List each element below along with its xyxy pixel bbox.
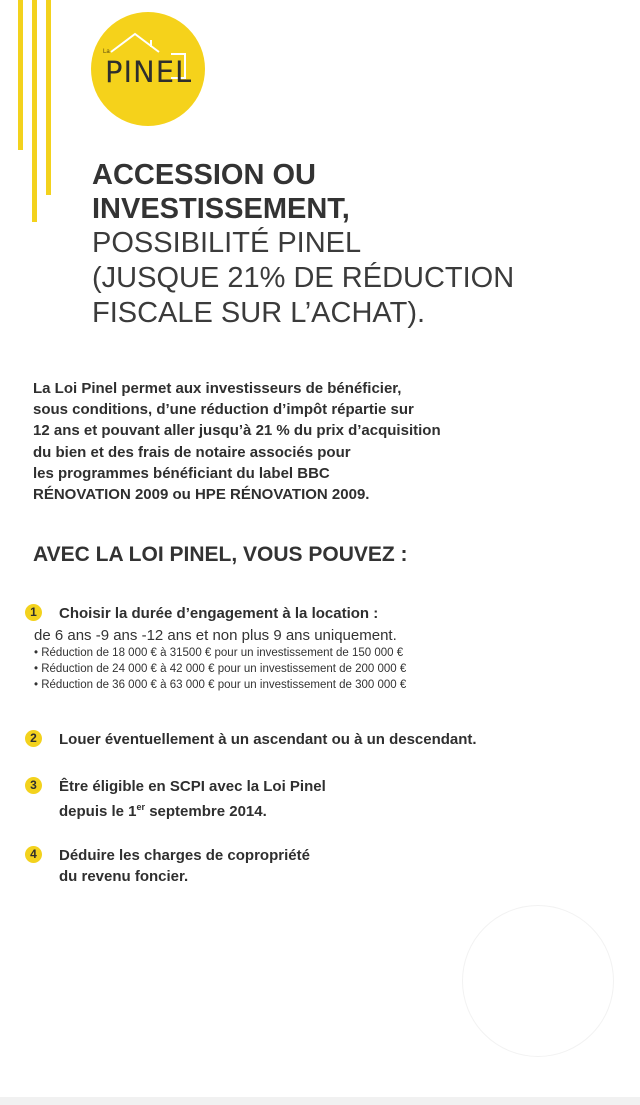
headline-light-line: POSSIBILITÉ PINEL: [92, 227, 362, 259]
intro-line: La Loi Pinel permet aux investisseurs de bénéficier,: [33, 380, 402, 397]
decorative-bar: [46, 0, 51, 195]
number-badge: 2: [25, 730, 42, 747]
item-title: Choisir la durée d’engagement à la location :: [59, 605, 379, 622]
pinel-logo: [91, 12, 205, 126]
headline: [92, 158, 612, 331]
number-badge: 4: [25, 846, 42, 863]
bullet-item: • Réduction de 24 000 € à 42 000 € pour un investissement de 200 000 €: [34, 663, 407, 675]
intro-line: du bien et des frais de notaire associés pour: [33, 443, 351, 461]
intro-line: sous conditions, d’une réduction d’impôt répartie sur: [33, 401, 414, 419]
number-badge: 1: [25, 604, 42, 621]
bullet-list: [34, 645, 625, 693]
decorative-bar: [18, 0, 23, 150]
item-subtitle: de 6 ans -9 ans -12 ans et non plus 9 ans uniquement.: [34, 627, 397, 644]
decorative-bar: [32, 0, 37, 222]
logo-prefix: La: [103, 49, 110, 55]
intro-paragraph: [33, 378, 593, 505]
item-title-line: [59, 797, 625, 822]
list-item: [25, 845, 625, 887]
watermark-circle: [462, 905, 614, 1057]
logo-name: PINEL: [105, 55, 193, 89]
headline-bold-line: INVESTISSEMENT,: [92, 193, 350, 225]
intro-line: les programmes bénéficiant du label BBC: [33, 464, 330, 482]
headline-bold-line: ACCESSION OU: [92, 159, 316, 191]
list-item: [25, 603, 625, 693]
bottom-divider: [0, 1097, 640, 1105]
ordinal-suffix: er: [136, 802, 146, 812]
bullet-item: • Réduction de 18 000 € à 31500 € pour un investissement de 150 000 €: [34, 647, 404, 659]
list-item: [25, 776, 625, 822]
item-title: Louer éventuellement à un ascendant ou à un descendant.: [59, 731, 477, 748]
bullet-item: • Réduction de 36 000 € à 63 000 € pour un investissement de 300 000 €: [34, 679, 407, 691]
intro-line: 12 ans et pouvant aller jusqu’à 21 % du prix d’acquisition: [33, 422, 441, 440]
headline-light-line: (JUSQUE 21% DE RÉDUCTION: [92, 262, 515, 294]
item-title-line: Déduire les charges de copropriété: [59, 847, 310, 864]
title-text: depuis le 1: [59, 803, 137, 820]
title-text: septembre 2014.: [145, 803, 267, 820]
intro-line: RÉNOVATION 2009 ou HPE RÉNOVATION 2009.: [33, 486, 370, 504]
list-item: [25, 729, 625, 750]
number-badge: 3: [25, 777, 42, 794]
headline-light-line: FISCALE SUR L’ACHAT).: [92, 297, 426, 329]
item-title-line: Être éligible en SCPI avec la Loi Pinel: [59, 778, 326, 795]
item-title-line: du revenu foncier.: [59, 868, 189, 885]
section-title: AVEC LA LOI PINEL, VOUS POUVEZ :: [33, 543, 408, 566]
